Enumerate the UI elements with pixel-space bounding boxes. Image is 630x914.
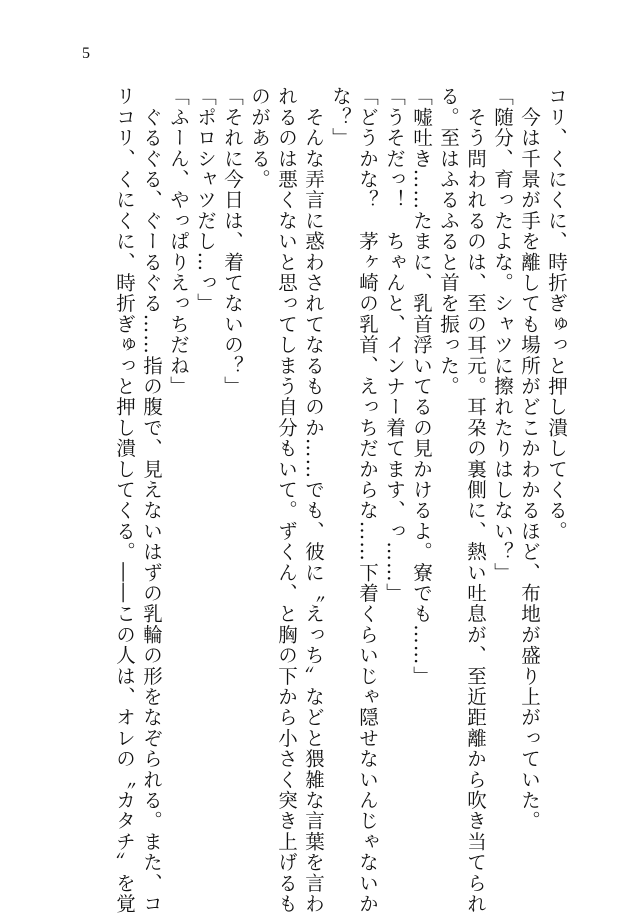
text-line: ぐるぐる、ぐーるぐる……指の腹で、見えないはずの乳輪の形をなぞられる。また、コ (140, 86, 163, 914)
text-line: リコリ、くにくに、時折ぎゅっと押し潰してくる。――この人は、オレの〝カタチ〟を覚 (113, 86, 136, 914)
text-line: 「嘘吐き……たまに、乳首浮いてるの見かけるよ。寮でも……」 (410, 86, 433, 687)
text-line: そう問われるのは、至の耳元。耳朶の裏側に、熱い吐息が、至近距離から吹き当てられ (464, 86, 487, 914)
text-line: れるのは悪くないと思ってしまう自分もいて。ずくん、と胸の下から小さく突き上げるも (275, 86, 298, 914)
text-line: 「どうかな？ 茅ヶ崎の乳首、えっちだからな……下着くらいじゃ隠せないんじゃないか (356, 86, 379, 914)
text-line: のがある。 (248, 86, 271, 190)
text-line: る。至はふるふると首を振った。 (437, 86, 460, 397)
text-line: 今は千景が手を離しても場所がどこかわかるほど、布地が盛り上がっていた。 (518, 86, 541, 832)
text-line: 「ポロシャツだし…っ」 (194, 86, 217, 314)
body-text (111, 86, 570, 914)
page-number: 5 (82, 45, 90, 62)
text-line: コリ、くにくに、時折ぎゅっと押し潰してくる。 (545, 86, 568, 542)
text-line: 「うそだっ！ ちゃんと、インナー着てます、っ……」 (383, 86, 406, 604)
text-line: 「随分、育ったよな。シャツに擦れたりはしない？」 (491, 86, 514, 583)
text-line: な？」 (329, 86, 352, 149)
text-line: 「それに今日は、着てないの？」 (221, 86, 244, 397)
text-line: 「ふーん、やっぱりえっちだね」 (167, 86, 190, 397)
text-line: そんな弄言に惑わされてなるものか……でも、彼に〝えっち〟などと猥雑な言葉を言わ (302, 86, 325, 914)
